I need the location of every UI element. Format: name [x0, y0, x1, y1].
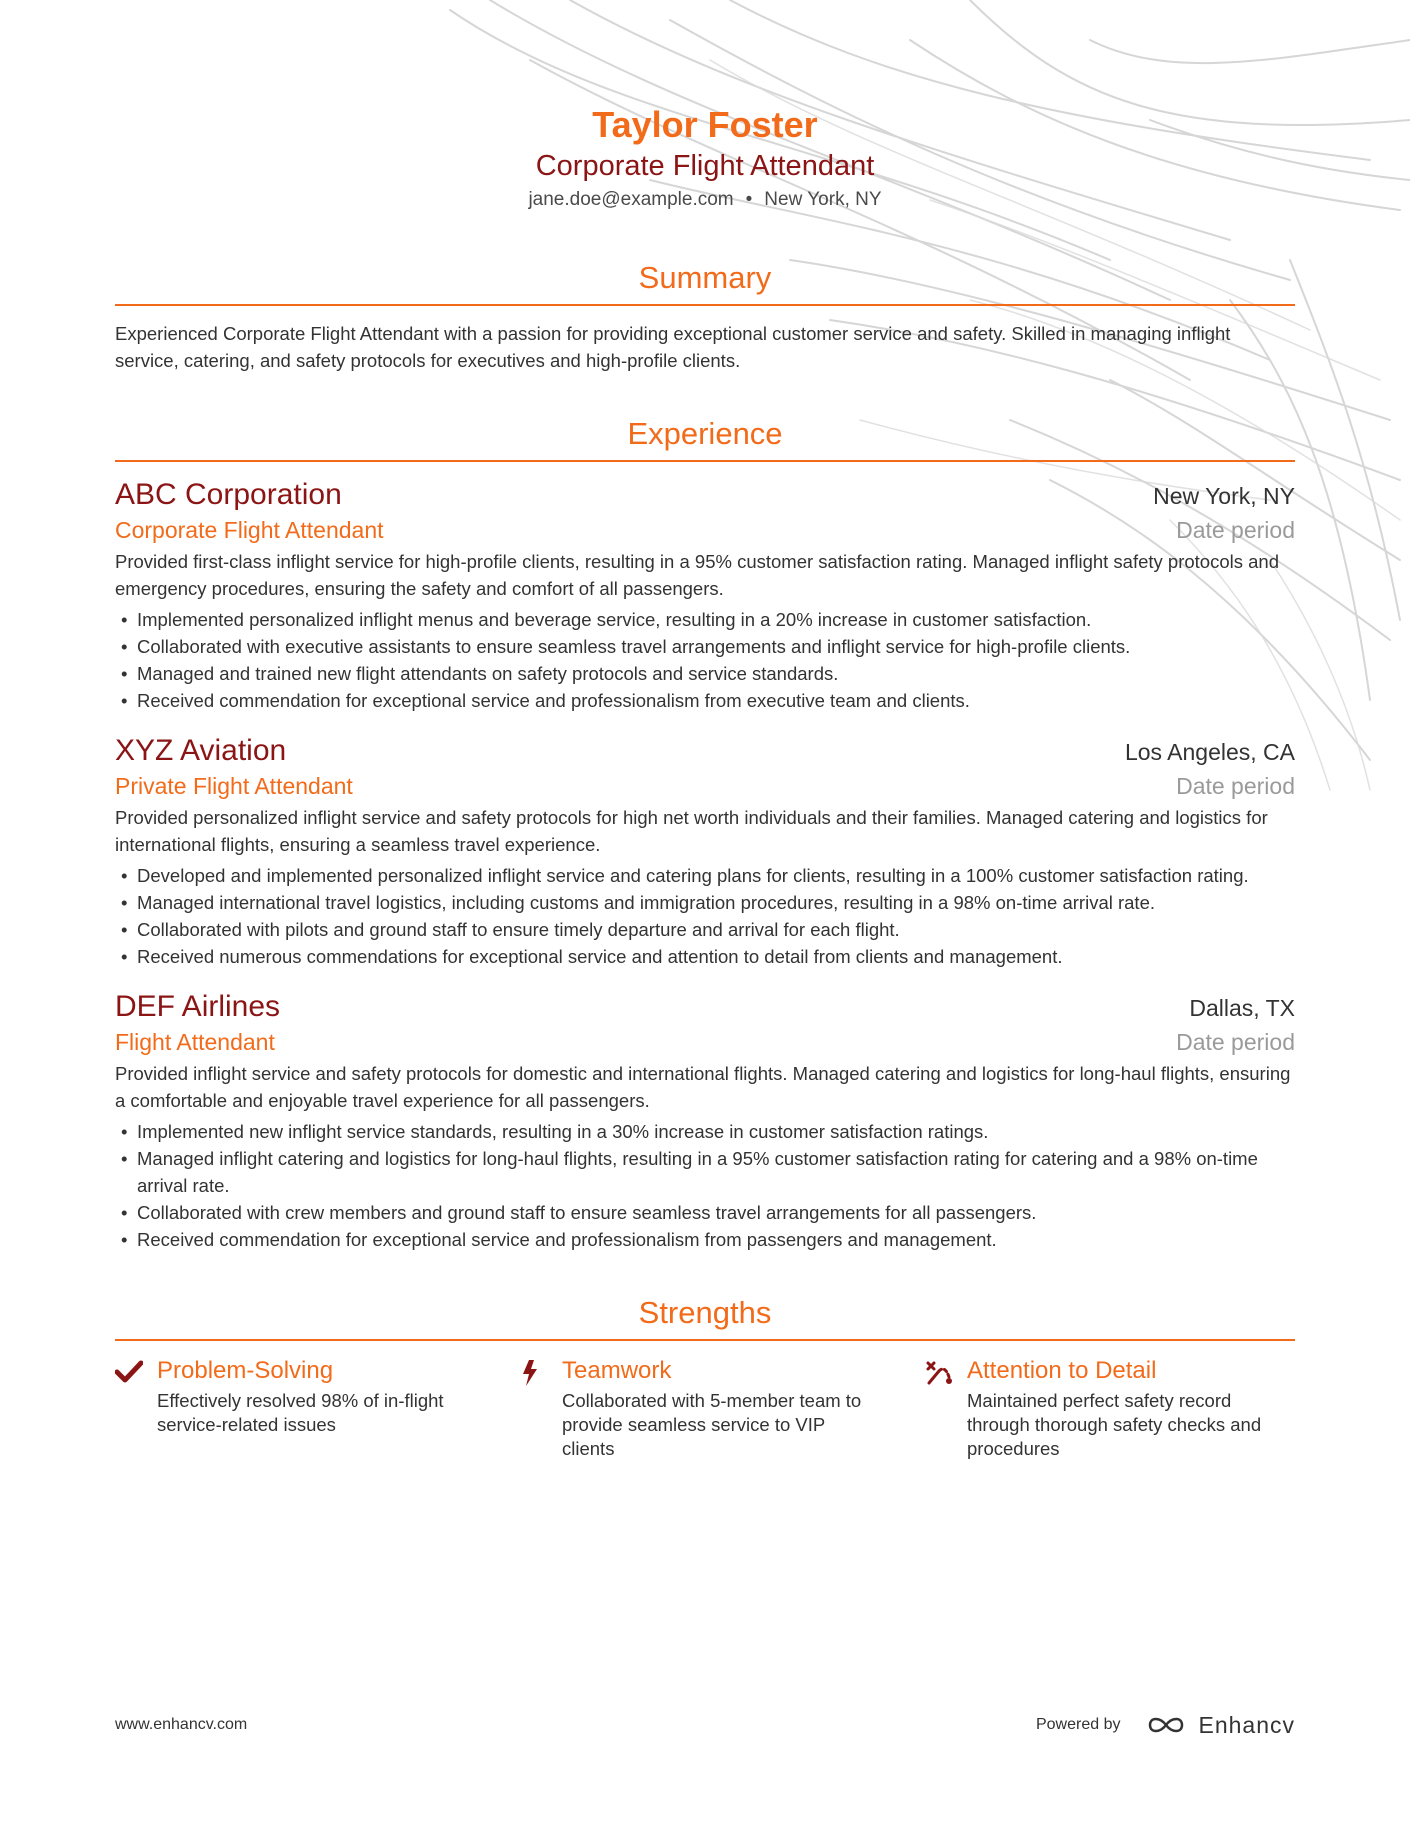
- job-date: Date period: [1176, 1029, 1295, 1055]
- job-description: Provided first-class inflight service for high-profile clients, resulting in a 95% customer satisfaction rating. Managed inflight safety protocols and emergency procedures, ensuring the safety and comfort of all passengers.: [115, 551, 1280, 599]
- email-link[interactable]: jane.doe@example.com: [528, 189, 734, 210]
- enhancv-logo-icon: [1146, 1713, 1190, 1737]
- job-bullets: [115, 606, 1295, 714]
- job-bullet: • Developed and implemented personalized inflight service and catering plans for clients, resulting in a 100% customer satisfaction rating.: [115, 862, 1295, 889]
- job-company: XYZ Aviation: [115, 734, 287, 767]
- page-footer: [115, 1710, 1295, 1740]
- strengths-section: [115, 1293, 1295, 1461]
- summary-text: Experienced Corporate Flight Attendant with a passion for providing exceptional customer service and safety. Skilled in managing inflight service, catering, and safety protocols for executives and high-profile clients.: [115, 323, 1231, 371]
- job-title: Private Flight Attendant: [115, 773, 353, 799]
- footer-url-link[interactable]: www.enhancv.com: [115, 1716, 248, 1733]
- resume-page: [115, 0, 1295, 1461]
- job-date: Date period: [1176, 773, 1295, 799]
- job-bullet: • Received numerous commendations for exceptional service and attention to detail from clients and management.: [115, 943, 1295, 970]
- job-bullet: • Collaborated with crew members and ground staff to ensure seamless travel arrangements for all passengers.: [115, 1199, 1295, 1226]
- job-description: Provided personalized inflight service and safety protocols for high net worth individuals and their families. Managed catering and logistics for international flights, ensuring a seamless travel experience.: [115, 807, 1268, 855]
- job-bullet: • Managed inflight catering and logistics for long-haul flights, resulting in a 95% customer satisfaction rating for catering and a 98% on-time arrival rate.: [115, 1145, 1295, 1199]
- checkmark-icon: [115, 1355, 157, 1461]
- job-location: Dallas, TX: [1189, 995, 1295, 1021]
- job-bullet: • Received commendation for exceptional service and professionalism from passengers and management.: [115, 1226, 1295, 1253]
- summary-section: [115, 258, 1295, 374]
- job-bullet: • Managed and trained new flight attendants on safety protocols and service standards.: [115, 660, 1295, 687]
- candidate-title: Corporate Flight Attendant: [535, 150, 875, 182]
- job-title: Corporate Flight Attendant: [115, 517, 384, 543]
- job-bullets: [115, 1118, 1295, 1253]
- strength-item: [115, 1355, 485, 1461]
- experience-section: [115, 414, 1295, 1253]
- job-location: Los Angeles, CA: [1124, 739, 1295, 765]
- job-date: Date period: [1176, 517, 1295, 543]
- job-bullet: • Managed international travel logistics, including customs and immigration procedures, resulting in a 98% on-time arrival rate.: [115, 889, 1295, 916]
- contact-location: New York, NY: [764, 189, 882, 210]
- summary-heading: Summary: [115, 258, 1295, 306]
- job-bullet: • Implemented new inflight service standards, resulting in a 30% increase in customer satisfaction ratings.: [115, 1118, 1295, 1145]
- job-entry: [115, 476, 1295, 714]
- powered-by: [1036, 1712, 1295, 1739]
- job-description: Provided inflight service and safety protocols for domestic and international flights. Managed catering and logistics for long-haul flights, ensuring a comfortable and enjoyable travel experience for all passengers.: [115, 1063, 1291, 1111]
- job-bullet: • Collaborated with executive assistants to ensure seamless travel arrangements and inflight service for high-profile clients.: [115, 633, 1295, 660]
- strength-title: Problem-Solving: [157, 1357, 334, 1384]
- brand-name: Enhancv: [1198, 1711, 1295, 1738]
- strength-item: [520, 1355, 890, 1461]
- lightning-bolt-icon: [520, 1355, 562, 1461]
- experience-heading: Experience: [115, 414, 1295, 462]
- strength-description: Effectively resolved 98% of in-flight service-related issues: [157, 1390, 444, 1435]
- job-bullet: • Implemented personalized inflight menus and beverage service, resulting in a 20% increase in customer satisfaction.: [115, 606, 1295, 633]
- strengths-grid: [115, 1355, 1295, 1461]
- brand-logo[interactable]: [1146, 1712, 1295, 1739]
- job-title: Flight Attendant: [115, 1029, 275, 1055]
- job-bullets: [115, 862, 1295, 970]
- candidate-name: Taylor Foster: [592, 104, 818, 145]
- strengths-heading: Strengths: [115, 1293, 1295, 1341]
- resume-header: [115, 0, 1295, 212]
- job-company: ABC Corporation: [115, 478, 342, 511]
- job-entry: [115, 732, 1295, 970]
- strength-description: Maintained perfect safety record through thorough safety checks and procedures: [967, 1390, 1262, 1459]
- job-bullet: • Received commendation for exceptional service and professionalism from executive team and clients.: [115, 687, 1295, 714]
- contact-separator: •: [745, 189, 753, 210]
- contact-line: [115, 188, 1295, 212]
- job-entry: [115, 988, 1295, 1253]
- route-icon: [925, 1355, 967, 1461]
- job-bullet: • Collaborated with pilots and ground staff to ensure timely departure and arrival for each flight.: [115, 916, 1295, 943]
- strength-description: Collaborated with 5-member team to provide seamless service to VIP clients: [562, 1390, 862, 1459]
- strength-title: Teamwork: [562, 1357, 672, 1384]
- powered-by-label: Powered by: [1035, 1716, 1121, 1733]
- job-company: DEF Airlines: [115, 990, 281, 1023]
- job-location: New York, NY: [1153, 483, 1295, 509]
- strength-title: Attention to Detail: [967, 1357, 1157, 1384]
- strength-item: [925, 1355, 1295, 1461]
